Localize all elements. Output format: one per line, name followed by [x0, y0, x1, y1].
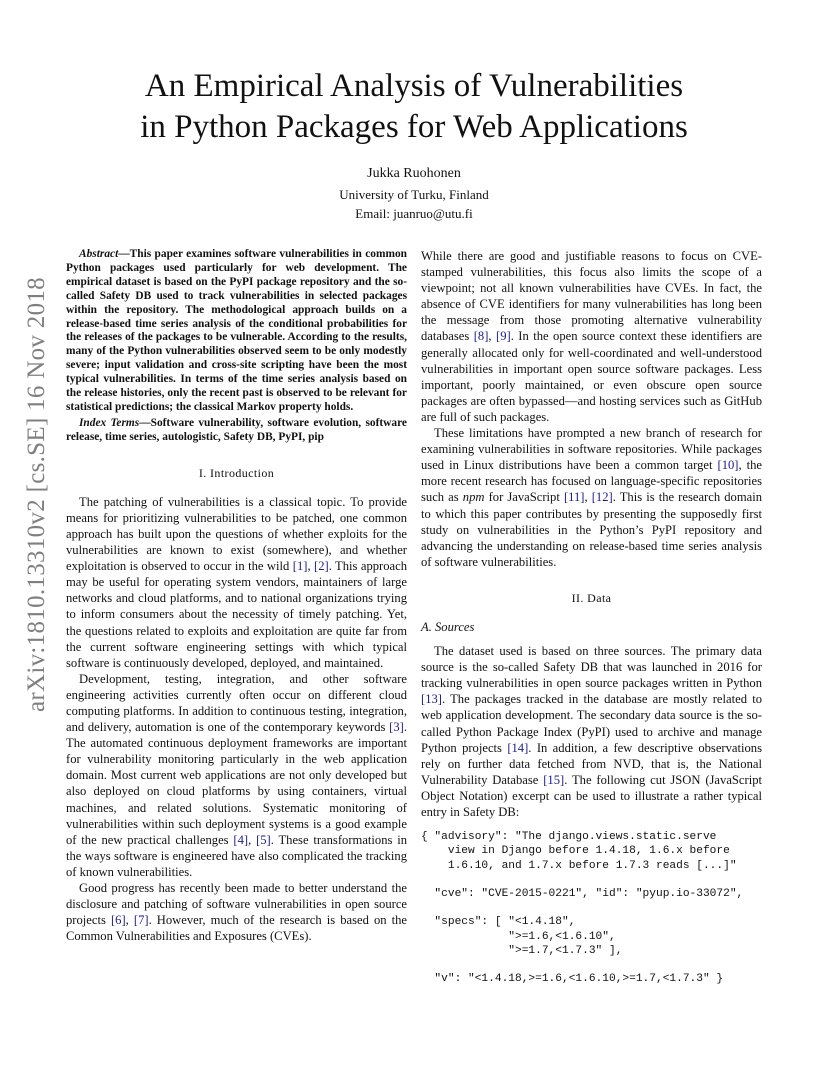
json-code-excerpt: { "advisory": "The django.views.static.serve view in Django before 1.4.18, 1.6.x before 1.6.10, and 1.7.x before 1.7.3 reads [...]" "cve": "CVE-2015-0221", "id": "pyup.io-33072", "specs": [ "<1.4.18", ">=1.6,<1.6.10", ">=1.7,<1.7.3" ], "v": "<1.4.18,>=1.6,<1.6.10,>=1.7,<1.7.3" } — [421, 831, 744, 986]
section-heading-data: II. Data — [571, 590, 612, 605]
abstract-label: Abstract — [79, 248, 119, 260]
body-paragraph-repositories: These limitations have prompted a new branch of research for examining vulnerabilities in software repositories. While packages used in Linux distributions have been a common target [10], the more recent research has focused on language-specific repositories such as npm for JavaScript [11], [12]. This is the research domain to which this paper contributes by presenting the supposedly first study on vulnerabilities in the Python’s PyPI repository and advancing the understanding on release-based time series analysis of software vulnerabilities. — [421, 426, 763, 569]
citation-link[interactable]: [3] — [389, 720, 404, 735]
citation-link[interactable]: [1] — [292, 559, 308, 574]
paper-title — [60, 66, 768, 148]
left-column — [66, 248, 407, 944]
citation-link[interactable]: [9] — [496, 329, 511, 344]
citation-link[interactable]: [4] — [233, 832, 249, 847]
abstract — [66, 248, 407, 415]
intro-paragraph-1: The patching of vulnerabilities is a classical topic. To provide means for prioritizing vulnerabilities to be patched, one common approach has built upon the questions of whether exploits for the vulnerabilities are known to exist (somewhere), and whether exploitation is observed to occur in the wild [1], [2]. This approach may be useful for operating system vendors, maintainers of large networks and cloud platforms, and to national organizations trying to inform consumers about the necessity of timely patching. Yet, the questions related to exploits and exploitation are quite far from the current software engineering settings with which typical software is continuously developed, deployed, and maintained. — [66, 494, 408, 670]
citation-link[interactable]: [13] — [421, 692, 442, 707]
citation-link[interactable]: [12] — [591, 490, 613, 505]
section-heading-introduction: I. Introduction — [198, 465, 275, 480]
subsection-heading-sources: A. Sources — [421, 619, 475, 634]
citation-link[interactable]: [14] — [507, 740, 529, 755]
author-name: Jukka Ruohonen — [367, 166, 461, 181]
abstract-text: —This paper examines software vulnerabilities in common Python packages used particularly for web development. The empirical dataset is based on the PyPI package repository and the so-called Safety DB used to track vulnerabilities in selected packages within the repository. The methodological approach builds on a release-based time series analysis of the conditional probabilities for the releases of the packages to be vulnerable. According to the results, many of the Python vulnerabilities observed seem to be only modestly severe; input validation and cross-site scripting have been the most typical vulnerabilities. In terms of the time series analysis based on the release histories, only the recent past is observed to be relevant for statistical predictions; the classical Markov property holds. — [66, 248, 407, 413]
citation-link[interactable]: [5] — [256, 832, 271, 847]
citation-link[interactable]: [11] — [563, 490, 585, 505]
italic-term: npm — [462, 490, 485, 505]
intro-paragraph-3: Good progress has recently been made to better understand the disclosure and patching of software vulnerabilities in open source projects [6], [7]. However, much of the research is based on the Common Vulnerabilities and Exposures (CVEs). — [66, 881, 408, 944]
citation-link[interactable]: [8] — [473, 329, 489, 344]
citation-link[interactable]: [2] — [314, 559, 329, 574]
author-block — [60, 164, 768, 223]
body-paragraph-cve: While there are good and justifiable reasons to focus on CVE-stamped vulnerabilities, this focus also limits the scope of a viewpoint; not all known vulnerabilities have CVEs. In fact, the absence of CVE identifiers for many vulnerabilities has long been the message from those promoting alternative vulnerability databases [8], [9]. In the open source context these identifiers are generally allocated only for well-coordinated and well-understood vulnerabilities in important open source software packages. Less important, poorly maintained, or even obscure open source packages are often bypassed—and hosting services such as GitHub are full of such packages. — [421, 249, 763, 424]
index-terms — [66, 417, 407, 445]
citation-link[interactable]: [6] — [110, 913, 126, 928]
title-line-2: in Python Packages for Web Applications — [140, 109, 688, 145]
title-line-1: An Empirical Analysis of Vulnerabilities — [144, 68, 684, 104]
index-terms-text: —Software vulnerability, software evolution, software release, time series, autologistic, Safety DB, PyPI, pip — [66, 416, 407, 443]
citation-link[interactable]: [10] — [717, 458, 739, 473]
citation-link[interactable]: [15] — [543, 772, 565, 787]
data-paragraph-sources: The dataset used is based on three sources. The primary data source is the so-called Safety DB that was launched in 2016 for tracking vulnerabilities in open source packages written in Python [13]. The packages tracked in the database are mostly related to web application development. The secondary data source is the so-called Python Package Index (PyPI) used to archive and manage Python projects [14]. In addition, a few descriptive observations rely on further data fetched from NVD, that is, the National Vulnerability Database [15]. The following cut JSON (JavaScript Object Notation) excerpt can be used to illustrate a rather typical entry in Safety DB: — [421, 644, 762, 819]
citation-link[interactable]: [7] — [133, 913, 149, 928]
index-terms-label: Index Terms — [79, 416, 140, 429]
right-column — [421, 248, 762, 986]
author-email: Email: juanruo@utu.fi — [355, 206, 473, 221]
intro-paragraph-2: Development, testing, integration, and other software engineering activities currently often occur on different cloud computing platforms. In addition to continuous testing, integration, and delivery, automation is one of the contemporary keywords [3]. The automated continuous deployment frameworks are important for vulnerability monitoring particularly in the web application domain. Most current web applications are not only developed but also deployed on cloud platforms by using containers, virtual machines, and related solutions. Systematic monitoring of vulnerabilities within such deployment systems is a good example of the new practical challenges [4], [5]. These transformations in the ways software is engineered have also complicated the tracking of known vulnerabilities. — [66, 671, 408, 879]
arxiv-identifier: arXiv:1810.13310v2 [cs.SE] 16 Nov 2018 — [23, 277, 50, 713]
author-affiliation: University of Turku, Finland — [339, 187, 489, 202]
